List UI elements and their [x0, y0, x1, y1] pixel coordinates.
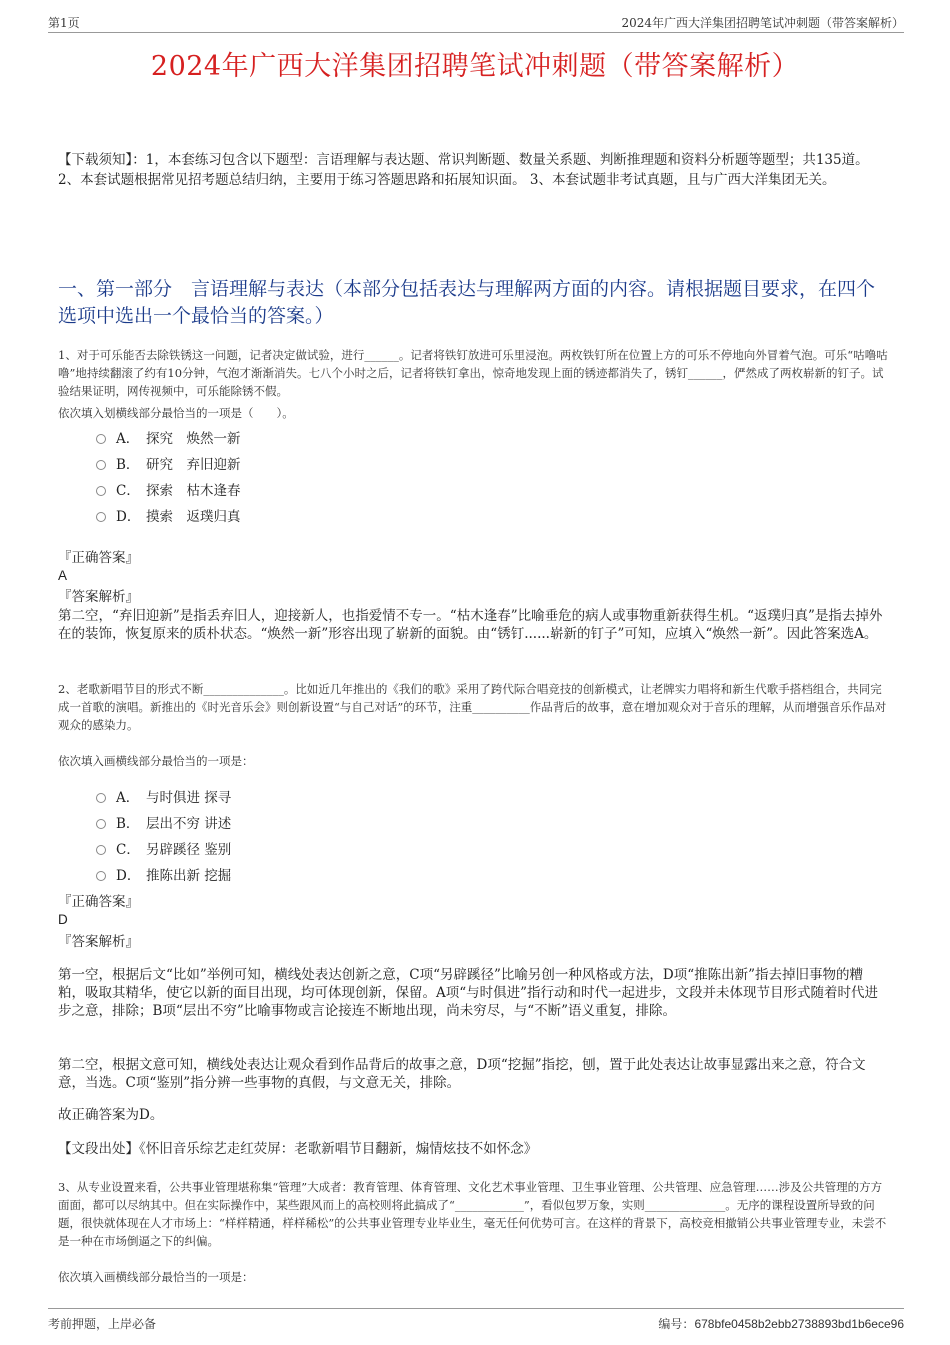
question-1-prompt: 依次填入划横线部分最恰当的一项是（ ）。 — [58, 406, 294, 420]
question-2-conclusion: 故正确答案为D。 — [58, 1107, 164, 1123]
page-title: 2024年广西大洋集团招聘笔试冲刺题（带答案解析） — [150, 51, 800, 82]
question-1-analysis: 第二空，“弃旧迎新”是指丢弃旧人，迎接新人，也指爱情不专一。“枯木逢春”比喻垂危的病人或事物重新获得生机。“返璞归真”是指去掉外在的装饰，恢复原来的质朴状态。“焕然一新”形容出现了崭新的面貌。由“锈钉......崭新的钉子”可知，应填入“焕然一新”。因此答案选A。 — [58, 608, 883, 642]
question-2-answer-label: 『正确答案』 — [58, 894, 139, 910]
question-1-option-b[interactable]: B． 研究 弃旧迎新 — [96, 452, 241, 478]
question-1-option-c[interactable]: C． 探索 枯木逢春 — [96, 478, 241, 504]
radio-icon[interactable] — [96, 434, 106, 444]
page-footer — [48, 1308, 904, 1335]
radio-icon[interactable] — [96, 512, 106, 522]
question-1-analysis-label: 『答案解析』 — [58, 589, 139, 605]
page-header — [48, 10, 904, 33]
question-2-option-c[interactable]: C． 另辟蹊径 鉴别 — [96, 837, 231, 863]
question-1-text: 1、对于可乐能否去除铁锈这一问题，记者决定做试验，进行______。记者将铁钉放进可乐里浸泡。两枚铁钉所在位置上方的可乐不停地向外冒着气泡。可乐“咕噜咕噜”地持续翻滚了约有10分钟，气泡才渐渐消失。七八个小时之后，记者将铁钉拿出，惊奇地发现上面的锈迹都消失了，锈钉______，俨然成了两枚崭新的钉子。试验结果证明，网传视频中，可乐能除锈不假。 — [58, 348, 888, 398]
radio-icon[interactable] — [96, 845, 106, 855]
question-2-analysis-label: 『答案解析』 — [58, 934, 139, 950]
question-2-analysis-2: 第二空，根据文意可知，横线处表达让观众看到作品背后的故事之意，D项“挖掘”指挖，刨，置于此处表达让故事显露出来之意，符合文意，当选。C项“鉴别”指分辨一些事物的真假，与文意无关，排除。 — [58, 1057, 866, 1091]
footer-slogan: 考前押题，上岸必备 — [48, 1317, 157, 1331]
page-number: 第1页 — [48, 16, 80, 30]
question-2-option-a[interactable]: A． 与时俱进 探寻 — [96, 785, 231, 811]
question-2-option-b[interactable]: B． 层出不穷 讲述 — [96, 811, 231, 837]
radio-icon[interactable] — [96, 486, 106, 496]
question-1-option-a[interactable]: A． 探究 焕然一新 — [96, 426, 241, 452]
question-2-analysis-1: 第一空，根据后文“比如”举例可知，横线处表达创新之意，C项“另辟蹊径”比喻另创一种风格或方法，D项“推陈出新”指去掉旧事物的糟粕，吸取其精华，使它以新的面目出现，均可体现创新，保留。A项“与时俱进”指行动和时代一起进步，文段并未体现节目形式随着时代进步之意，排除；B项“层出不穷”比喻事物或言论接连不断地出现，尚未穷尽，与“不断”语义重复，排除。 — [58, 967, 879, 1019]
download-notice: 【下载须知】：1，本套练习包含以下题型：言语理解与表达题、常识判断题、数量关系题、判断推理题和资料分析题等题型；共135道。 2、本套试题根据常见招考题总结归纳，主要用于练习答题思路和拓展知识面。 3、本套试题非考试真题，且与广西大洋集团无关。 — [58, 152, 869, 188]
radio-icon[interactable] — [96, 819, 106, 829]
header-doc-title: 2024年广西大洋集团招聘笔试冲刺题（带答案解析） — [621, 16, 904, 30]
question-3-prompt: 依次填入画横线部分最恰当的一项是： — [58, 1270, 254, 1284]
section-title: 一、第一部分 言语理解与表达（本部分包括表达与理解两方面的内容。请根据题目要求，在四个选项中选出一个最恰当的答案。） — [58, 278, 876, 327]
question-2-options — [96, 785, 231, 889]
question-3-text: 3、从专业设置来看，公共事业管理堪称集“管理”大成者：教育管理、体育管理、文化艺术事业管理、卫生事业管理、公共管理、应急管理……涉及公共管理的方方面面，都可以尽纳其中。但在实际操作中，某些跟风而上的高校则将此搞成了“____________”，看似包罗万象，实则______________。无序的课程设置所导致的问题，很快就体现在人才市场上：“样样精通，样样稀松”的公共事业管理专业毕业生，毫无任何优势可言。在这样的背景下，高校竞相撤销公共事业管理专业，未尝不是一种在市场倒逼之下的纠偏。 — [58, 1180, 887, 1248]
footer-code: 编号：678bfe0458b2ebb2738893bd1b6ece96 — [658, 1317, 904, 1331]
question-1-answer: A — [58, 568, 68, 583]
question-1-answer-label: 『正确答案』 — [58, 550, 139, 566]
radio-icon[interactable] — [96, 793, 106, 803]
radio-icon[interactable] — [96, 460, 106, 470]
radio-icon[interactable] — [96, 871, 106, 881]
question-1-option-d[interactable]: D． 摸索 返璞归真 — [96, 504, 241, 530]
question-2-prompt: 依次填入画横线部分最恰当的一项是： — [58, 754, 254, 768]
question-2-text: 2、老歌新唱节目的形式不断______________。比如近几年推出的《我们的歌》采用了跨代际合唱竞技的创新模式，让老牌实力唱将和新生代歌手搭档组合，共同完成一首歌的演唱。新推出的《时光音乐会》则创新设置“与自己对话”的环节，注重__________作品背后的故事，意在增加观众对于音乐的理解，从而增强音乐作品对观众的感染力。 — [58, 682, 887, 732]
question-2-source: 【文段出处】《怀旧音乐综艺走红荧屏：老歌新唱节目翻新，煽情炫技不如怀念》 — [58, 1141, 538, 1157]
question-1-options — [96, 426, 241, 530]
question-2-answer: D — [58, 912, 68, 927]
question-2-option-d[interactable]: D． 推陈出新 挖掘 — [96, 863, 231, 889]
